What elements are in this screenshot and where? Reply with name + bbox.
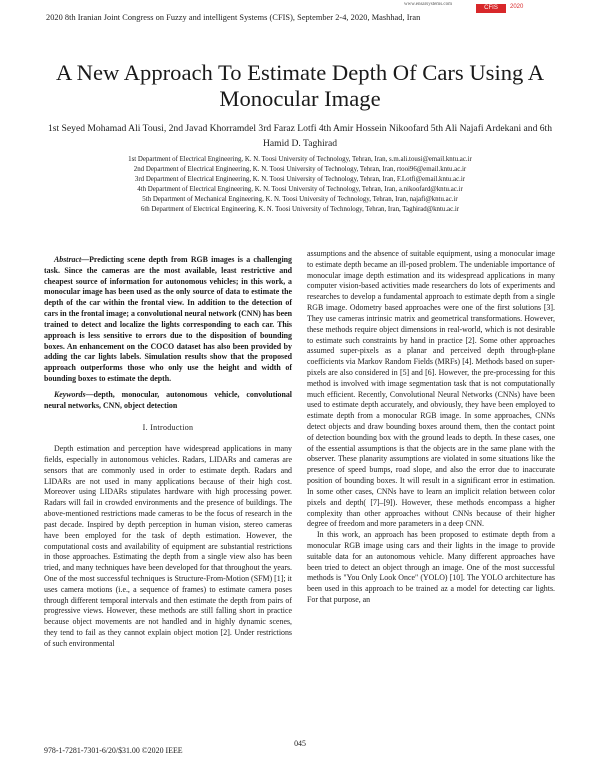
copyright-footer: 978-1-7281-7301-6/20/$31.00 ©2020 IEEE (44, 746, 183, 755)
affiliation-list (40, 155, 560, 214)
logo-badge: CFIS (476, 4, 506, 13)
paper-title: A New Approach To Estimate Depth Of Cars Using A Monocular Image (55, 60, 545, 111)
body-paragraph-1: assumptions and the absence of suitable equipment, using a monocular image to estimate depth became an ill-posed problem. The undeniable importance of monocular image depth estimation and its widespread applications in many computer vision-based activities made researchers do lots of experiments and researches to develop a fundamental approach to estimate depth from a single RGB image. Odometry based approaches were one of the first solutions [3]. They use cameras intrinsic matrix and geometrical transformations. However, these methods require object dimensions in real-world, which is not desirable to estimate such constraints by hand in practice [2]. Some other approaches assumed super-pixels as a planar and perceived depth through-plane coefficients via Markov Random Fields (MRFs) [4]. Methods based on super-pixels are also considered in [5] and [6]. However, the pre-processing for this method is involved with image segmentation task that is not computationally much efficient. Recently, Convolutional Neural Networks (CNNs) have been used to estimate depth accurately, and obviously, they have been employed to estimate depth from a monocular RGB image. In some approaches, CNNs detect objects and draw bounding boxes around them, then the contact point of detection bounding box with the ground leads to depth. In these cases, one of the essential assumptions is that the objects are in the same plane with the observer. These planarity assumptions are violated in some situations like the presence of speed bumps, road slope, and also the error due to inaccurate position of bounding boxes. It will result in a significant error in estimation. In some other cases, CNNs have to learn an implicit relation between color pixels and depth( [7]–[9]). However, these methods encompass a higher complexity than other approaches without CNNs because of their higher degree of freedom and more parameters in a deep CNN. (307, 249, 555, 529)
conference-header: 2020 8th Iranian Joint Congress on Fuzzy and intelligent Systems (CFIS), September 2-4, 2020, Mashhad, Iran (46, 13, 421, 22)
author-list: 1st Seyed Mohamad Ali Tousi, 2nd Javad Khorramdel 3rd Faraz Lotfi 4th Amir Hossein Nikoofard 5th Ali Najafi Ardekani and 6th Hamid D. Taghirad (47, 123, 553, 149)
keywords-body: —depth, monocular, autonomous vehicle, convolutional neural networks, CNN, object detection (44, 389, 292, 410)
abstract (44, 255, 292, 385)
logo-brand: 2020 (510, 4, 524, 10)
affiliation-6: 6th Department of Electrical Engineering, K. N. Toosi University of Technology, Tehran, Iran, Taghirad@kntu.ac.ir (140, 205, 460, 213)
keywords-label: Keywords (54, 389, 86, 399)
affiliation-3: 3rd Department of Electrical Engineering, K. N. Toosi University of Technology, Tehran, Iran, F.Lotfi@email.kntu.ac.ir (134, 175, 466, 183)
body-paragraph-2: In this work, an approach has been proposed to estimate depth from a monocular RGB image using cars and their lights in the image to provide suitable data for an autonomous vehicle. Many different approaches have been tried to detect an object through an image. One of the most successful methods is "You Only Look Once" (YOLO) [10]. The YOLO architecture has been used in this approach to be trained az a model for detecting car lights. For that purpose, an (307, 530, 555, 604)
affiliation-1: 1st Department of Electrical Engineering, K. N. Toosi University of Technology, Tehran, Iran, s.m.ali.tousi@email.kntu.ac.ir (128, 156, 472, 163)
affiliation-2: 2nd Department of Electrical Engineering, K. N. Toosi University of Technology, Tehran, Iran, rtooi96@email.kntu.ac.ir (133, 165, 467, 173)
left-column (44, 255, 292, 650)
section-heading-introduction: I. Introduction (142, 423, 194, 433)
keywords (44, 390, 292, 412)
logo-url: www.ensarsystems.com (404, 2, 453, 7)
publisher-logo (404, 2, 600, 20)
right-column (307, 249, 555, 606)
intro-paragraph: Depth estimation and perception have widespread applications in many fields, especially in autonomous vehicles. Radars, LIDARs and cameras are sensors that are commonly used in order to estimate depth. Radars and LIDARs are not used in many applications because of their high cost. Moreover using LIDARs stipulates hardware with high processing power. Radars will fail in crowded environments and the presence of buildings. The above-mentioned restrictions made cameras to be the focus of research in the past decade. Inspired by depth perception in human vision, stereo cameras have been employed for the task of depth estimation. However, the computational costs and availability of equipment are substantial restrictions in those approaches. Estimating the depth from a single view also has been tried, and many techniques have been developed for that throughout the years. One of the most successful techniques is Structure-From-Motion (SFM) [1]; it uses camera motions (i.e., a sequence of frames) to estimate camera poses through different temporal intervals and then estimate the depth from pairs of progressive views. However, these methods are still falling short in practice because object movements are not handled and in highly dynamic scenes, they tend to fail as they cannot explain object motion [2]. Under restrictions of such environmental (44, 444, 292, 648)
affiliation-4: 4th Department of Electrical Engineering, K. N. Toosi University of Technology, Tehran, Iran, a.nikoofard@kntu.ac.ir (137, 185, 463, 193)
affiliation-5: 5th Department of Mechanical Engineering, K. N. Toosi University of Technology, Tehran, Iran, najafi@kntu.ac.ir (142, 195, 458, 203)
abstract-label: Abstract (54, 255, 82, 264)
abstract-body: —Predicting scene depth from RGB images is a challenging task. Since the cameras are the most available, least restrictive and cheapest source of information for autonomous vehicles; in this work, a monocular image has been used as the only source of data to estimate the depth of the car within the frontal view. In addition to the detection of cars in the frontal image; a convolutional neural network (CNN) has been trained to detect and localize the lights corresponding to each car. This approach is less sensitive to errors due to the disposition of bounding boxes. An enhancement on the COCO dataset has also been provided by adding the car lights labels. Simulation results show that the proposed approach outperforms those who only use the height and width of bounding boxes to estimate the depth. (44, 255, 292, 383)
page-number: 045 (294, 739, 306, 748)
